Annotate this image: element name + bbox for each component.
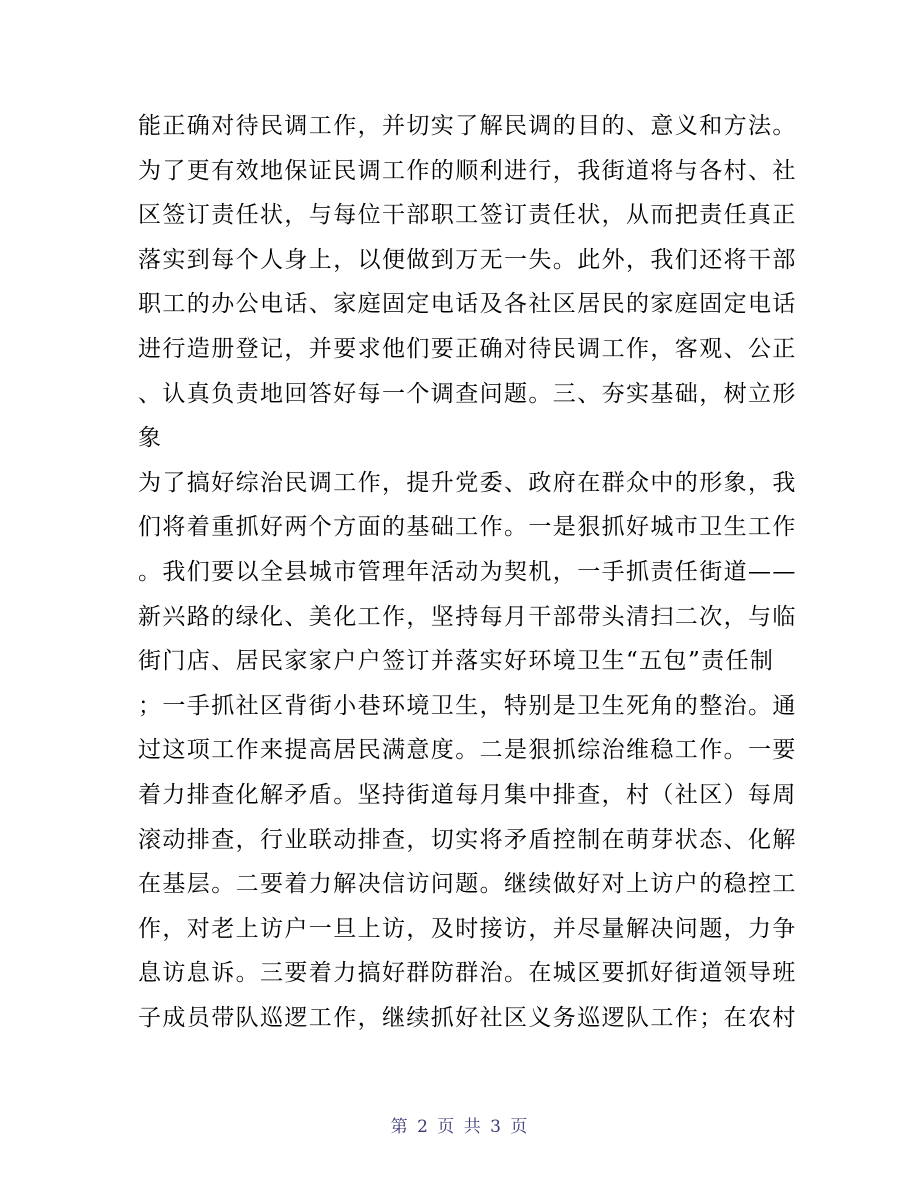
text-line: 息访息诉。三要着力搞好群防群治。在城区要抓好街道领导班 — [138, 960, 797, 987]
text-line: 作，对老上访户一旦上访，及时接访，并尽量解决问题，力争 — [138, 915, 797, 942]
text-line: 能正确对待民调工作，并切实了解民调的目的、意义和方法。 — [138, 113, 797, 139]
text-line: 落实到每个人身上，以便做到万无一失。此外，我们还将干部 — [138, 246, 797, 273]
text-line: 象 — [138, 425, 163, 452]
text-line: 在基层。二要着力解决信访问题。继续做好对上访户的稳控工 — [138, 871, 797, 898]
text-line: 着力排查化解矛盾。坚持街道每月集中排查，村（社区）每周 — [138, 781, 797, 808]
text-line: 为了更有效地保证民调工作的顺利进行，我街道将与各村、社 — [138, 157, 797, 184]
text-line: 们将着重抓好两个方面的基础工作。一是狠抓好城市卫生工作 — [138, 514, 797, 541]
text-line: 滚动排查，行业联动排查，切实将矛盾控制在萌芽状态、化解 — [138, 826, 797, 853]
text-line: 。我们要以全县城市管理年活动为契机，一手抓责任街道—— — [138, 558, 797, 585]
text-line: 进行造册登记，并要求他们要正确对待民调工作，客观、公正 — [138, 335, 797, 362]
text-line: 职工的办公电话、家庭固定电话及各社区居民的家庭固定电话 — [138, 291, 797, 318]
text-line: 子成员带队巡逻工作，继续抓好社区义务巡逻队工作；在农村 — [138, 1004, 797, 1031]
text-line: 街门店、居民家家户户签订并落实好环境卫生“五包”责任制 — [138, 648, 775, 675]
text-line: 、认真负责地回答好每一个调查问题。三、夯实基础，树立形 — [138, 380, 797, 407]
page-number-footer: 第 2 页 共 3 页 — [390, 1117, 530, 1137]
text-line: 为了搞好综治民调工作，提升党委、政府在群众中的形象，我 — [138, 469, 797, 496]
text-line: 过这项工作来提高居民满意度。二是狠抓综治维稳工作。一要 — [138, 737, 797, 764]
body-text — [138, 104, 798, 1040]
text-line: 新兴路的绿化、美化工作，坚持每月干部带头清扫二次，与临 — [138, 603, 797, 630]
text-line: ；一手抓社区背街小巷环境卫生，特别是卫生死角的整治。通 — [138, 692, 797, 719]
text-line: 区签订责任状，与每位干部职工签订责任状，从而把责任真正 — [138, 202, 797, 229]
